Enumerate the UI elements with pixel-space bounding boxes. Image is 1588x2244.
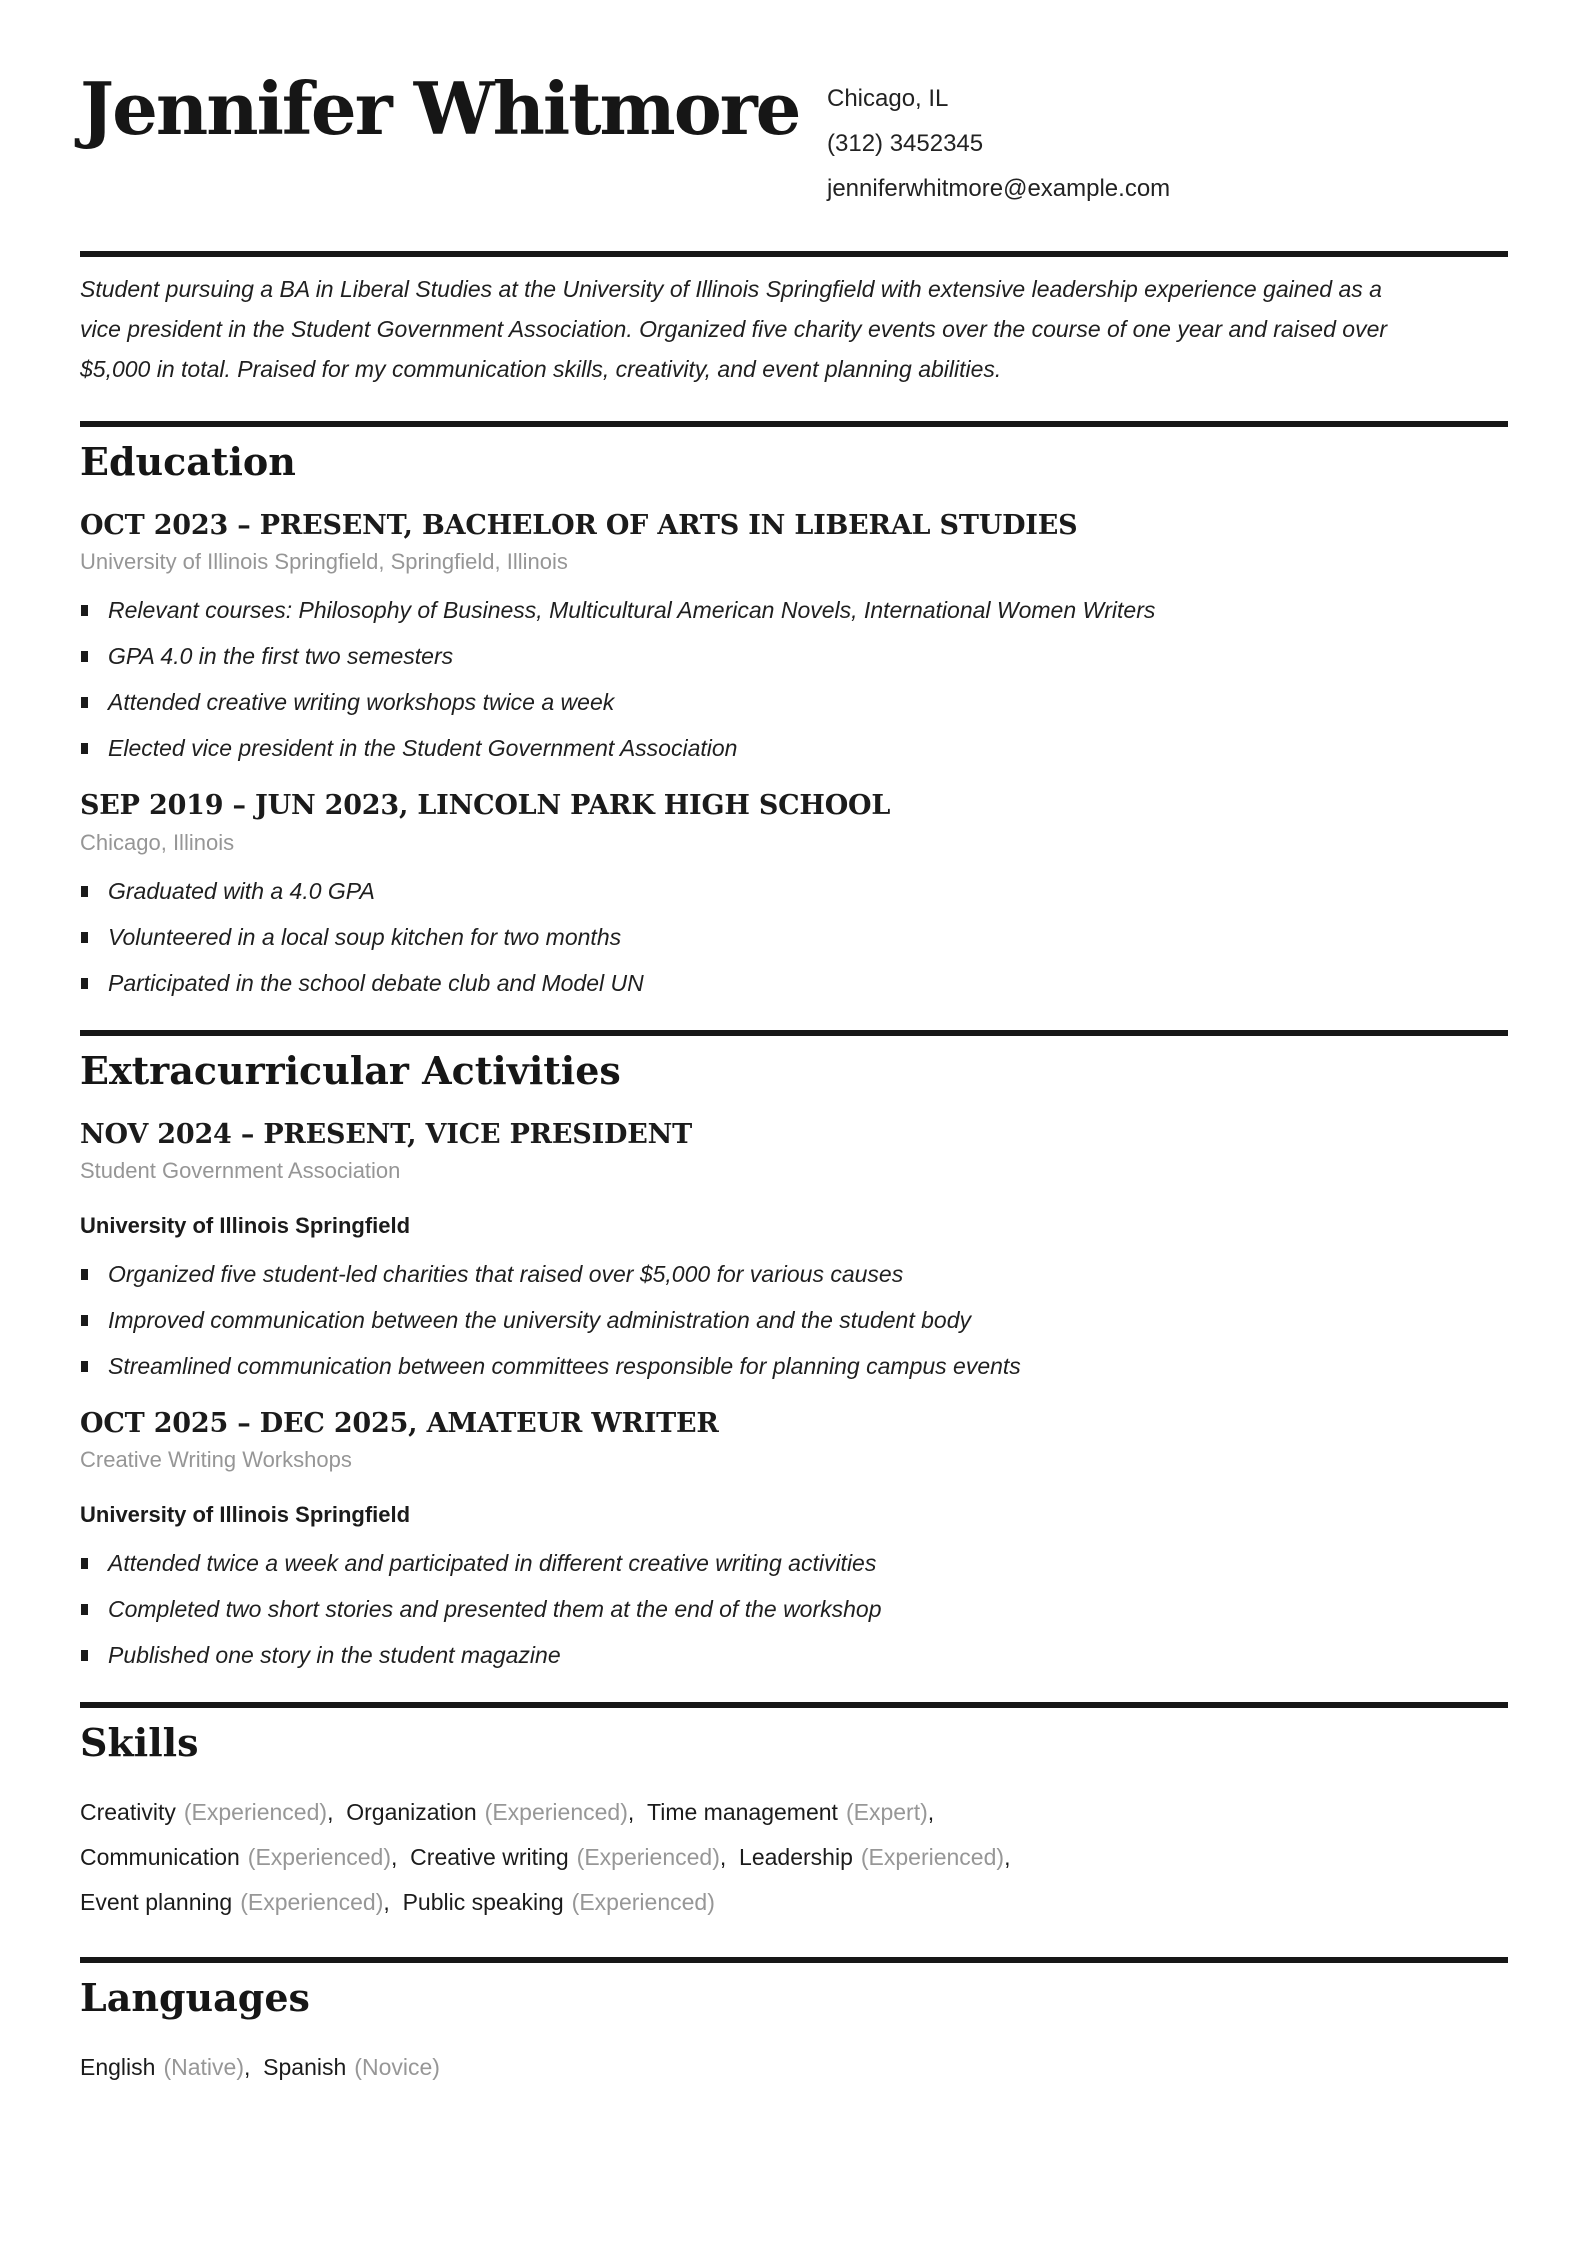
entry-heading: OCT 2023 – PRESENT, BACHELOR OF ARTS IN LIBERAL STUDIES <box>80 510 1078 542</box>
bullet-square-icon <box>81 1558 88 1569</box>
language-item <box>263 2045 440 2090</box>
skill-level: ( Experienced ) <box>572 1889 715 1915</box>
bullet-square-icon <box>81 932 88 943</box>
entry-subtitle: Chicago, Illinois <box>80 829 235 855</box>
skill-item <box>739 1835 1017 1880</box>
bullet-square-icon <box>81 605 88 616</box>
bullet-square-icon <box>81 1269 88 1280</box>
languages-list <box>80 2045 1260 2090</box>
bullet-text: Relevant courses: Philosophy of Business, Multicultural American Novels, International Women Writers <box>108 597 1156 624</box>
bullet-item <box>80 595 1508 625</box>
entry-heading: SEP 2019 – JUN 2023, LINCOLN PARK HIGH SCHOOL <box>80 790 891 822</box>
bullet-text: Improved communication between the university administration and the student body <box>108 1307 971 1334</box>
entry-heading: OCT 2025 – DEC 2025, AMATEUR WRITER <box>80 1408 719 1440</box>
divider <box>80 1702 1508 1708</box>
skill-name: Time management <box>647 1798 838 1825</box>
skill-name: Organization <box>346 1798 477 1825</box>
bullet-item <box>80 1259 1508 1289</box>
skills-list <box>80 1790 1260 1925</box>
section-languages <box>80 1975 1508 2090</box>
entry-organization: University of Illinois Springfield <box>80 1213 411 1239</box>
bullet-item <box>80 687 1508 717</box>
section-title-languages: Languages <box>80 1974 310 2020</box>
skill-level: ( Experienced ) <box>577 1844 720 1870</box>
language-level: ( Novice ) <box>354 2054 440 2080</box>
extracurricular-entry <box>80 1117 1508 1381</box>
education-entry <box>80 508 1508 763</box>
bullet-item <box>80 1305 1508 1335</box>
education-entry <box>80 788 1508 997</box>
section-extracurricular <box>80 1048 1508 1671</box>
bullet-square-icon <box>81 978 88 989</box>
bullet-square-icon <box>81 886 88 897</box>
bullet-square-icon <box>81 1315 88 1326</box>
divider <box>80 421 1508 427</box>
entry-organization: University of Illinois Springfield <box>80 1502 411 1528</box>
bullet-text: Attended twice a week and participated in different creative writing activities <box>108 1550 877 1577</box>
extracurricular-entries <box>80 1117 1508 1670</box>
bullet-list <box>80 876 1508 998</box>
skill-item <box>80 1835 404 1880</box>
bullet-item <box>80 1548 1508 1578</box>
bullet-list <box>80 1259 1508 1381</box>
contact-block <box>827 76 1170 211</box>
candidate-name: Jennifer Whitmore <box>80 66 800 151</box>
skill-item <box>346 1790 640 1835</box>
entry-heading: NOV 2024 – PRESENT, VICE PRESIDENT <box>80 1119 692 1151</box>
skill-level: ( Experienced ) <box>184 1799 327 1825</box>
entry-subtitle: Student Government Association <box>80 1158 401 1184</box>
language-level: ( Native ) <box>163 2054 244 2080</box>
bullet-text: Organized five student-led charities that raised over $5,000 for various causes <box>108 1261 904 1288</box>
bullet-item <box>80 1640 1508 1670</box>
section-title-extracurricular: Extracurricular Activities <box>80 1047 621 1093</box>
divider <box>80 1030 1508 1036</box>
bullet-item <box>80 733 1508 763</box>
skill-name: Leadership <box>739 1843 853 1870</box>
skill-name: Creativity <box>80 1798 176 1825</box>
skill-name: Creative writing <box>410 1843 569 1870</box>
contact-phone: (312) 3452345 <box>827 130 984 157</box>
skill-level: ( Experienced ) <box>861 1844 1004 1870</box>
bullet-square-icon <box>81 1604 88 1615</box>
bullet-square-icon <box>81 1361 88 1372</box>
skill-name: Communication <box>80 1843 240 1870</box>
bullet-text: Completed two short stories and presented them at the end of the workshop <box>108 1596 882 1623</box>
bullet-item <box>80 1594 1508 1624</box>
entry-subtitle: University of Illinois Springfield, Springfield, Illinois <box>80 549 568 575</box>
bullet-text: Published one story in the student magazine <box>108 1642 561 1669</box>
divider <box>80 1957 1508 1963</box>
skill-item <box>410 1835 732 1880</box>
language-name: Spanish <box>263 2053 347 2080</box>
bullet-item <box>80 1351 1508 1381</box>
skill-name: Public speaking <box>402 1888 564 1915</box>
section-education <box>80 439 1508 998</box>
skill-item <box>80 1790 340 1835</box>
bullet-list <box>80 1548 1508 1670</box>
skill-level: ( Expert ) <box>846 1799 928 1825</box>
bullet-square-icon <box>81 651 88 662</box>
skill-item <box>403 1880 715 1925</box>
skill-level: ( Experienced ) <box>485 1799 628 1825</box>
section-skills <box>80 1720 1508 1925</box>
bullet-item <box>80 641 1508 671</box>
divider <box>80 251 1508 257</box>
skill-item <box>647 1790 941 1835</box>
bullet-item <box>80 968 1508 998</box>
profile-summary: Student pursuing a BA in Liberal Studies at the University of Illinois Springfield with extensive leadership experience gained as a vice president in the Student Government Association. Organized five charity events over the course of one year and raised over $5,000 in total. Praised for my communication skills, creativity, and event planning abilities. <box>80 275 1388 382</box>
bullet-square-icon <box>81 697 88 708</box>
language-name: English <box>80 2053 156 2080</box>
extracurricular-entry <box>80 1406 1508 1670</box>
bullet-square-icon <box>81 743 88 754</box>
bullet-text: GPA 4.0 in the first two semesters <box>108 643 454 670</box>
section-title-education: Education <box>80 438 296 484</box>
bullet-item <box>80 876 1508 906</box>
bullet-square-icon <box>81 1650 88 1661</box>
bullet-text: Streamlined communication between committees responsible for planning campus events <box>108 1353 1021 1380</box>
bullet-item <box>80 922 1508 952</box>
bullet-text: Elected vice president in the Student Government Association <box>108 735 738 762</box>
skill-item <box>80 1880 396 1925</box>
bullet-list <box>80 595 1508 763</box>
education-entries <box>80 508 1508 997</box>
skill-name: Event planning <box>80 1888 233 1915</box>
contact-email: jenniferwhitmore@example.com <box>827 175 1171 202</box>
bullet-text: Volunteered in a local soup kitchen for two months <box>108 923 622 950</box>
entry-subtitle: Creative Writing Workshops <box>80 1447 352 1473</box>
contact-location: Chicago, IL <box>827 85 949 112</box>
bullet-text: Participated in the school debate club and Model UN <box>108 969 644 996</box>
language-item <box>80 2045 257 2090</box>
bullet-text: Graduated with a 4.0 GPA <box>108 877 375 904</box>
header <box>80 0 1508 202</box>
bullet-text: Attended creative writing workshops twice a week <box>108 689 615 716</box>
section-title-skills: Skills <box>80 1720 199 1766</box>
skill-level: ( Experienced ) <box>248 1844 391 1870</box>
skill-level: ( Experienced ) <box>240 1889 383 1915</box>
